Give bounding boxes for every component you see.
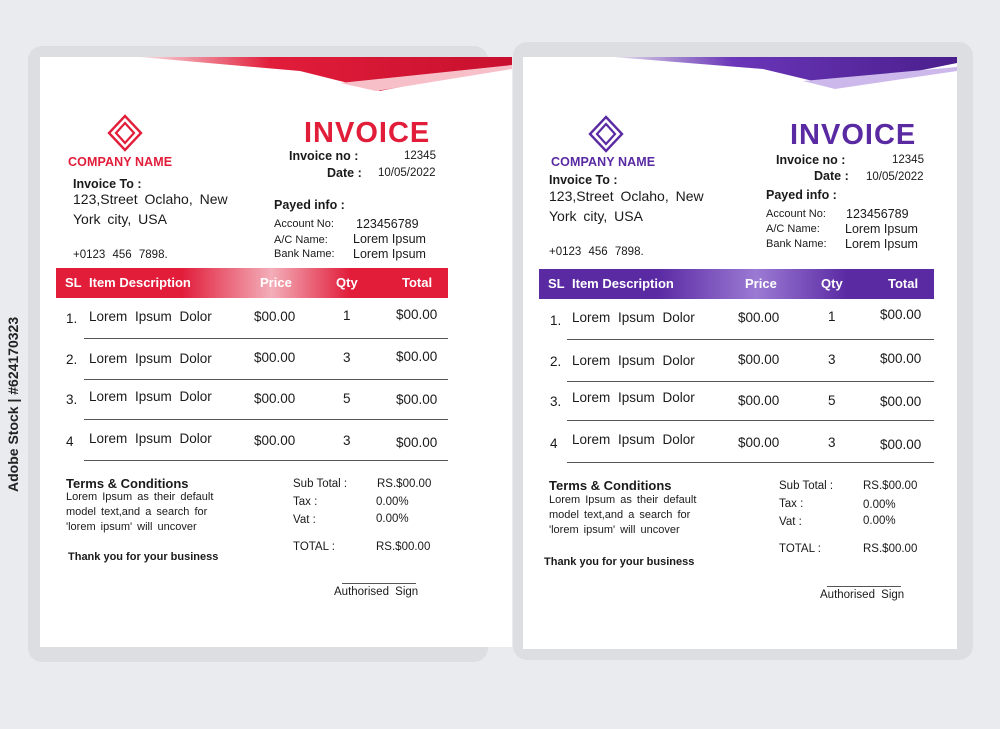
terms-text: Lorem Ipsum as their default model text,and a search for 'lorem ipsum' will uncover <box>66 491 214 533</box>
ac-name-value: Lorem Ipsum <box>353 232 426 246</box>
items-table-header <box>539 269 934 299</box>
payed-info-label: Payed info : <box>274 198 345 212</box>
row-divider <box>567 381 934 382</box>
header-ribbon <box>140 57 512 97</box>
subtotal-label: Sub Total : <box>293 478 348 490</box>
tax-value: 0.00% <box>863 499 896 511</box>
row-divider <box>567 420 934 421</box>
ac-name-value: Lorem Ipsum <box>845 222 918 236</box>
bank-name-value: Lorem Ipsum <box>845 237 918 251</box>
row-divider <box>567 339 934 340</box>
thank-you-note: Thank you for your business <box>544 556 695 568</box>
payed-info-label: Payed info : <box>766 188 837 202</box>
row-3-desc: Lorem Ipsum Dolor <box>89 389 212 404</box>
col-price: Price <box>260 275 292 290</box>
row-2-price: $00.00 <box>254 350 296 365</box>
bank-name-value: Lorem Ipsum <box>353 247 426 261</box>
billing-address: 123,Street Oclaho, New York city, USA <box>549 188 704 224</box>
row-1-price: $00.00 <box>254 309 296 324</box>
tax-label: Tax : <box>779 498 804 510</box>
row-3-sl: 3. <box>550 394 562 409</box>
billing-address: 123,Street Oclaho, New York city, USA <box>73 191 228 227</box>
thank-you-note: Thank you for your business <box>68 551 219 563</box>
row-divider <box>84 419 448 420</box>
col-item-description: Item Description <box>572 276 674 291</box>
phone-number: +0123 456 7898. <box>549 246 644 258</box>
ac-name-label: A/C Name: <box>766 223 820 235</box>
row-1-sl: 1. <box>550 313 562 328</box>
date-value: 10/05/2022 <box>866 171 924 183</box>
total-label: TOTAL : <box>779 543 821 555</box>
row-2-qty: 3 <box>343 350 351 365</box>
col-total: Total <box>888 276 919 291</box>
stock-watermark: Adobe Stock | #624170323 <box>5 316 21 492</box>
tax-label: Tax : <box>293 496 318 508</box>
row-divider <box>84 460 448 461</box>
terms-text: Lorem Ipsum as their default model text,and a search for 'lorem ipsum' will uncover <box>549 494 697 536</box>
col-qty: Qty <box>821 276 843 291</box>
authorised-sign-label: Authorised Sign <box>820 589 905 601</box>
terms-heading: Terms & Conditions <box>66 476 189 491</box>
row-4-desc: Lorem Ipsum Dolor <box>572 432 695 447</box>
vat-label: Vat : <box>779 516 802 528</box>
account-no-value: 123456789 <box>356 217 419 231</box>
row-3-total: $00.00 <box>396 392 438 407</box>
col-item-description: Item Description <box>89 275 191 290</box>
row-3-qty: 5 <box>343 391 351 406</box>
account-no-label: Account No: <box>766 208 826 220</box>
row-2-desc: Lorem Ipsum Dolor <box>572 353 695 368</box>
vat-value: 0.00% <box>863 515 896 527</box>
company-name: COMPANY NAME <box>551 155 656 169</box>
date-label: Date : <box>814 169 849 183</box>
row-4-price: $00.00 <box>738 435 780 450</box>
terms-heading: Terms & Conditions <box>549 478 672 493</box>
subtotal-value: RS.$00.00 <box>377 478 432 490</box>
col-total: Total <box>402 275 433 290</box>
total-value: RS.$00.00 <box>376 541 431 553</box>
bank-name-label: Bank Name: <box>766 238 827 250</box>
row-4-price: $00.00 <box>254 433 296 448</box>
row-4-total: $00.00 <box>880 437 922 452</box>
row-1-total: $00.00 <box>880 307 922 322</box>
row-3-sl: 3. <box>66 392 78 407</box>
authorised-sign-label: Authorised Sign <box>334 586 419 598</box>
row-1-sl: 1. <box>66 311 78 326</box>
total-label: TOTAL : <box>293 541 335 553</box>
invoice-no-value: 12345 <box>404 150 436 162</box>
signature-line <box>827 586 901 587</box>
row-2-desc: Lorem Ipsum Dolor <box>89 351 212 366</box>
row-divider <box>84 338 448 339</box>
invoice-title: INVOICE <box>790 119 917 151</box>
invoice-sheet-purple <box>523 57 957 649</box>
row-2-total: $00.00 <box>396 349 438 364</box>
col-sl: SL <box>65 275 82 290</box>
row-3-qty: 5 <box>828 393 836 408</box>
invoice-to-label: Invoice To : <box>73 177 142 191</box>
subtotal-value: RS.$00.00 <box>863 480 918 492</box>
row-2-sl: 2. <box>66 352 78 367</box>
date-value: 10/05/2022 <box>378 167 436 179</box>
tax-value: 0.00% <box>376 496 409 508</box>
invoice-no-value: 12345 <box>892 154 924 166</box>
row-3-total: $00.00 <box>880 394 922 409</box>
row-4-qty: 3 <box>828 435 836 450</box>
items-table-header <box>56 268 448 298</box>
col-sl: SL <box>548 276 565 291</box>
ac-name-label: A/C Name: <box>274 234 328 246</box>
row-1-qty: 1 <box>828 309 836 324</box>
col-qty: Qty <box>336 275 358 290</box>
row-1-price: $00.00 <box>738 310 780 325</box>
row-1-qty: 1 <box>343 308 351 323</box>
row-1-desc: Lorem Ipsum Dolor <box>89 309 212 324</box>
row-1-total: $00.00 <box>396 307 438 322</box>
row-4-sl: 4 <box>66 434 74 449</box>
invoice-title: INVOICE <box>304 117 431 149</box>
bank-name-label: Bank Name: <box>274 248 335 260</box>
row-4-total: $00.00 <box>396 435 438 450</box>
row-divider <box>567 462 934 463</box>
company-logo-icon <box>103 114 147 154</box>
row-2-total: $00.00 <box>880 351 922 366</box>
row-3-price: $00.00 <box>738 393 780 408</box>
col-price: Price <box>745 276 777 291</box>
account-no-value: 123456789 <box>846 207 909 221</box>
invoice-sheet-red <box>40 57 512 647</box>
total-value: RS.$00.00 <box>863 543 918 555</box>
company-logo-icon <box>584 115 628 155</box>
row-2-price: $00.00 <box>738 352 780 367</box>
vat-label: Vat : <box>293 514 316 526</box>
vat-value: 0.00% <box>376 513 409 525</box>
row-divider <box>84 379 448 380</box>
invoice-no-label: Invoice no : <box>289 149 359 163</box>
row-4-qty: 3 <box>343 433 351 448</box>
row-3-desc: Lorem Ipsum Dolor <box>572 390 695 405</box>
invoice-to-label: Invoice To : <box>549 173 618 187</box>
row-4-desc: Lorem Ipsum Dolor <box>89 431 212 446</box>
row-2-qty: 3 <box>828 352 836 367</box>
invoice-no-label: Invoice no : <box>776 153 846 167</box>
account-no-label: Account No: <box>274 218 334 230</box>
company-name: COMPANY NAME <box>68 155 173 169</box>
row-4-sl: 4 <box>550 436 558 451</box>
header-ribbon <box>613 57 957 97</box>
row-1-desc: Lorem Ipsum Dolor <box>572 310 695 325</box>
row-2-sl: 2. <box>550 354 562 369</box>
phone-number: +0123 456 7898. <box>73 249 168 261</box>
subtotal-label: Sub Total : <box>779 480 834 492</box>
signature-line <box>342 583 416 584</box>
date-label: Date : <box>327 166 362 180</box>
row-3-price: $00.00 <box>254 391 296 406</box>
